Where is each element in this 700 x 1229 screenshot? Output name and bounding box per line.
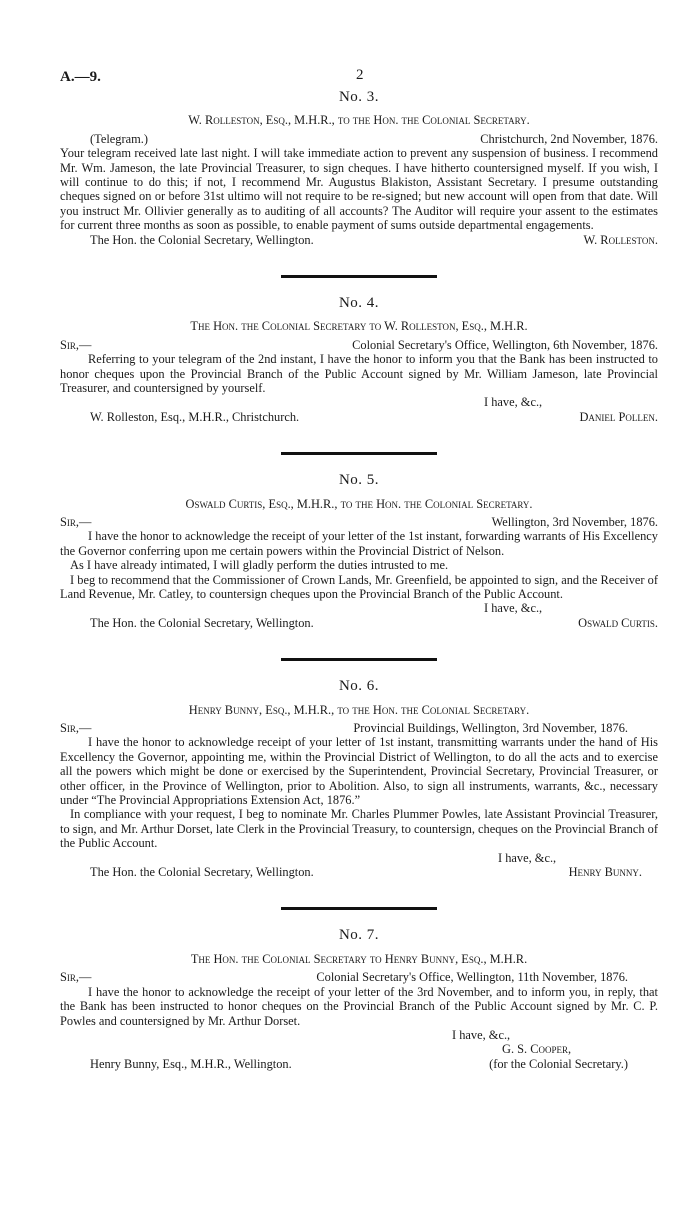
letter-body: Your telegram received late last night. I will take immediate action to prevent any suspension of business. I recommend Mr. Wm. Jameson, the late Provincial Treasurer, to sign cheques. I have hitherto countersigned myself. If you wish, I will continue to do this; if not, I recommend Mr. Augustus Blakiston, Assistant Secretary. I presume outstanding cheques signed on or before 31st ultimo will not require to be re-signed; but new account will open from that date. Will you instruct Mr. Ollivier generally as to auditing of all accounts? The Auditor will require your assent to the estimates for current three months as soon as possible, to enable payment of sums outside departmental engagements. — [60, 146, 658, 233]
letter-meta — [60, 515, 658, 529]
letter-body: Referring to your telegram of the 2nd instant, I have the honor to inform you that the Bank has been instructed to honor cheques upon the Provincial Branch of the Public Account signed by Mr. William Jameson, late Provincial Treasurer, and countersigned by yourself. — [60, 352, 658, 396]
document-reference: A.—9. — [60, 69, 101, 85]
letter-footer — [60, 616, 658, 630]
letter-body: I have the honor to acknowledge the receipt of your letter of the 3rd November, and to inform you, in reply, that the Bank has been instructed to honor cheques on the Provincial Branch of the Public Account signed by Mr. C. P. Powles and countersigned by Mr. Arthur Dorset. — [60, 984, 658, 1028]
letter-no-4 — [60, 296, 658, 455]
page-number: 2 — [356, 67, 364, 83]
letter-footer — [60, 1057, 658, 1071]
closing: I have, &c., — [484, 601, 543, 616]
letter-paragraph: In compliance with your request, I beg to nominate Mr. Charles Plummer Powles, late Assistant Provincial Treasurer, to sign, and Mr. Arthur Dorset, late Clerk in the Provincial Treasury, to countersign, cheques on the Provincial Branch of the Public Account. — [60, 807, 658, 851]
salutation: Sir,— — [60, 970, 92, 985]
letter-footer — [60, 865, 658, 879]
closing: I have, &c., — [498, 850, 557, 865]
letter-heading: The Hon. the Colonial Secretary to Henry Bunny, Esq., M.H.R. — [190, 951, 528, 966]
addressee: Henry Bunny, Esq., M.H.R., Wellington. — [90, 1056, 292, 1071]
letter-number: No. 3. — [338, 89, 380, 105]
letter-paragraph: I have the honor to acknowledge receipt of your letter of 1st instant, transmitting warrants under the hand of His Excellency the Governor, appointing me, within the Provincial District of Wellington, to do all the acts and to exercise all the powers which might be done or exercised by the Superintendent, Provincial Secretary, Provincial Treasurer, or other officer, in the Province of Wellington, prior to Abolition. Also, to sign all instruments, warrants, &c., necessary under “The Provincial Appropriations Extension Act, 1876.” — [60, 735, 658, 808]
letter-paragraph: I beg to recommend that the Commissioner of Crown Lands, Mr. Greenfield, be appointed to sign, and the Receiver of Land Revenue, Mr. Catley, to countersign cheques upon the Provincial Branch of the Public Account. — [60, 572, 658, 602]
letter-paragraph: As I have already intimated, I will gladly perform the duties intrusted to me. — [70, 558, 449, 573]
place-date: Colonial Secretary's Office, Wellington, 11th November, 1876. — [316, 970, 628, 985]
signature: Henry Bunny. — [568, 865, 642, 880]
addressee: The Hon. the Colonial Secretary, Wellington. — [90, 865, 314, 880]
document-page — [60, 60, 658, 1071]
closing-row — [60, 395, 658, 409]
salutation: Sir,— — [60, 721, 92, 736]
letter-footer — [60, 233, 658, 247]
section-divider — [281, 452, 437, 455]
section-divider — [281, 907, 437, 910]
letter-no-7 — [60, 928, 658, 1071]
signature: Oswald Curtis. — [578, 615, 658, 630]
letter-meta — [60, 970, 658, 984]
letter-number: No. 6. — [338, 678, 380, 695]
letter-heading: Henry Bunny, Esq., M.H.R., to the Hon. the Colonial Secretary. — [188, 702, 530, 717]
salutation: Sir,— — [60, 337, 92, 352]
letter-heading: W. Rolleston, Esq., M.H.R., to the Hon. the Colonial Secretary. — [188, 113, 530, 128]
place-date: Colonial Secretary's Office, Wellington, 6th November, 1876. — [352, 337, 658, 352]
running-header — [60, 60, 658, 88]
letter-no-6 — [60, 679, 658, 910]
closing-row — [60, 1028, 658, 1042]
closing: I have, &c., — [452, 1027, 511, 1042]
letter-number: No. 7. — [338, 927, 380, 944]
signature-note: (for the Colonial Secretary.) — [489, 1056, 628, 1071]
salutation: Sir,— — [60, 515, 92, 530]
letter-number: No. 4. — [338, 295, 380, 312]
addressee: W. Rolleston, Esq., M.H.R., Christchurch. — [90, 409, 300, 424]
telegram-tag: (Telegram.) — [90, 131, 148, 146]
letter-paragraph: I have the honor to acknowledge the receipt of your letter of the 1st instant, forwarding warrants of His Excellency the Governor conferring upon me certain powers within the Provincial District of Nelson. — [60, 529, 658, 558]
addressee: The Hon. the Colonial Secretary, Wellington. — [90, 232, 314, 247]
place-date: Christchurch, 2nd November, 1876. — [480, 131, 658, 146]
section-divider — [281, 275, 437, 278]
letter-no-5 — [60, 473, 658, 661]
signature: G. S. Cooper, — [502, 1042, 572, 1057]
place-date: Provincial Buildings, Wellington, 3rd November, 1876. — [353, 721, 628, 736]
letter-number: No. 5. — [338, 472, 380, 489]
letter-meta — [60, 132, 658, 146]
signature: Daniel Pollen. — [579, 409, 658, 424]
place-date: Wellington, 3rd November, 1876. — [491, 515, 658, 530]
closing: I have, &c., — [484, 395, 543, 410]
letter-heading: The Hon. the Colonial Secretary to W. Rolleston, Esq., M.H.R. — [190, 319, 528, 334]
letter-meta — [60, 338, 658, 352]
closing-row — [60, 851, 658, 865]
letter-heading: Oswald Curtis, Esq., M.H.R., to the Hon. the Colonial Secretary. — [185, 496, 533, 511]
section-divider — [281, 658, 437, 661]
signature: W. Rolleston. — [583, 232, 658, 247]
letter-footer — [60, 410, 658, 424]
letter-meta — [60, 721, 658, 735]
closing-row — [60, 601, 658, 615]
addressee: The Hon. the Colonial Secretary, Wellington. — [90, 615, 314, 630]
letter-no-3 — [60, 90, 658, 278]
signature-row — [60, 1042, 658, 1056]
